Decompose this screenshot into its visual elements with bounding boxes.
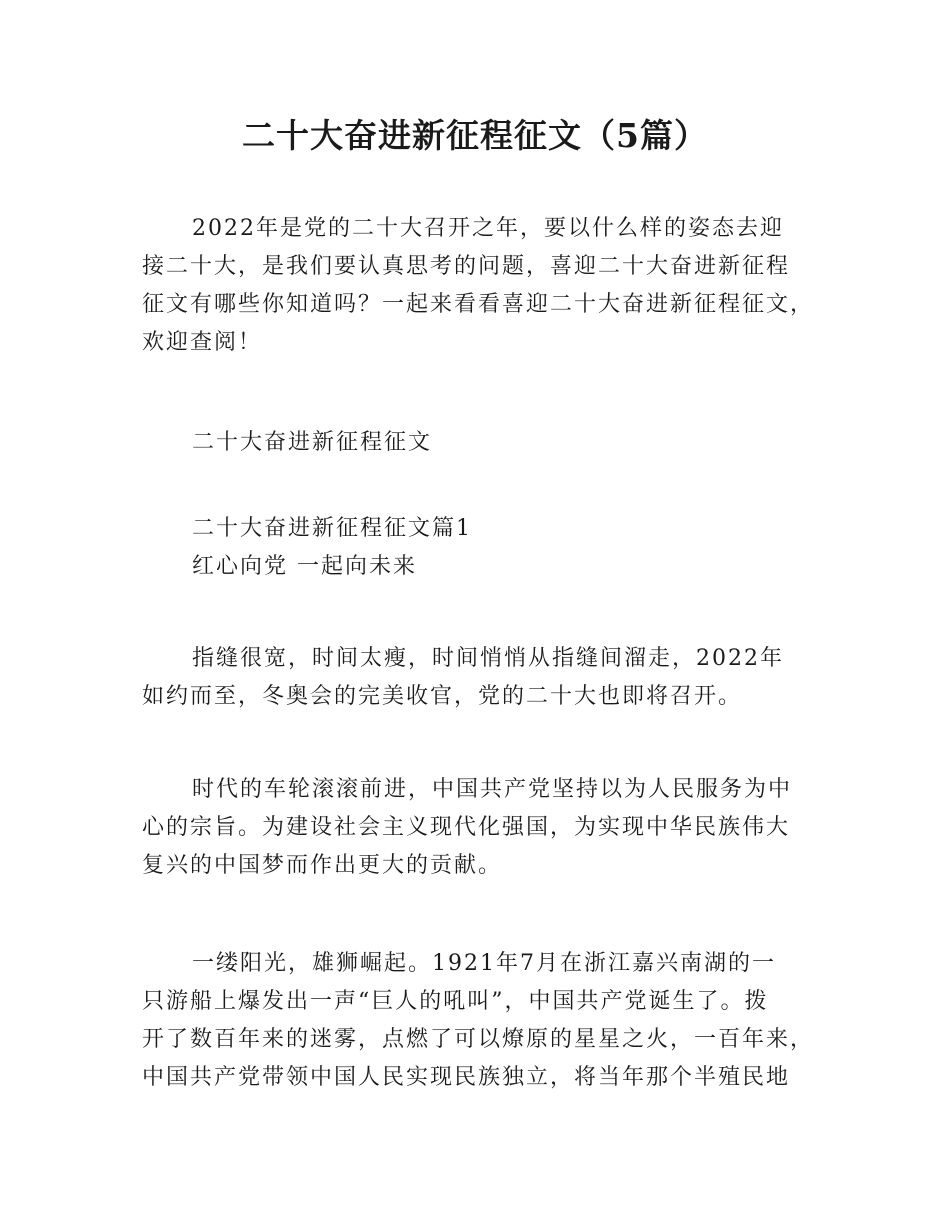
paragraph-line: 只游船上爆发出一声“巨人的吼叫”，中国共产党诞生了。拨 bbox=[142, 989, 769, 1014]
body-paragraph-2 bbox=[142, 771, 832, 885]
paragraph-line: 指缝很宽，时间太瘦，时间悄悄从指缝间溜走，2022年 bbox=[192, 646, 784, 671]
intro-line: 欢迎查阅！ bbox=[142, 330, 263, 355]
paragraph-line: 复兴的中国梦而作出更大的贡献。 bbox=[142, 853, 503, 878]
paragraph-line: 时代的车轮滚滚前进，中国共产党坚持以为人民服务为中 bbox=[192, 777, 793, 802]
article-heading-block bbox=[142, 510, 832, 586]
article-heading: 二十大奋进新征程征文篇1 bbox=[192, 516, 472, 541]
paragraph-line: 中国共产党带领中国人民实现民族独立，将当年那个半殖民地 bbox=[142, 1065, 791, 1090]
article-subtitle: 红心向党 一起向未来 bbox=[192, 554, 417, 579]
section-heading bbox=[142, 424, 832, 462]
intro-line: 征文有哪些你知道吗？一起来看看喜迎二十大奋进新征程征文， bbox=[142, 292, 815, 317]
paragraph-line: 心的宗旨。为建设社会主义现代化强国，为实现中华民族伟大 bbox=[142, 815, 791, 840]
intro-paragraph bbox=[142, 210, 832, 362]
section-heading-text: 二十大奋进新征程征文 bbox=[192, 430, 433, 455]
intro-line: 接二十大，是我们要认真思考的问题，喜迎二十大奋进新征程 bbox=[142, 254, 791, 279]
document-title: 二十大奋进新征程征文（5篇） bbox=[242, 116, 708, 155]
body-paragraph-3 bbox=[142, 945, 832, 1097]
paragraph-line: 开了数百年来的迷雾，点燃了可以燎原的星星之火，一百年来， bbox=[142, 1027, 815, 1052]
paragraph-line: 一缕阳光，雄狮崛起。1921年7月在浙江嘉兴南湖的一 bbox=[192, 951, 776, 976]
intro-line: 2022年是党的二十大召开之年，要以什么样的姿态去迎 bbox=[192, 216, 784, 241]
paragraph-line: 如约而至，冬奥会的完美收官，党的二十大也即将召开。 bbox=[142, 684, 743, 709]
body-paragraph-1 bbox=[142, 640, 832, 716]
